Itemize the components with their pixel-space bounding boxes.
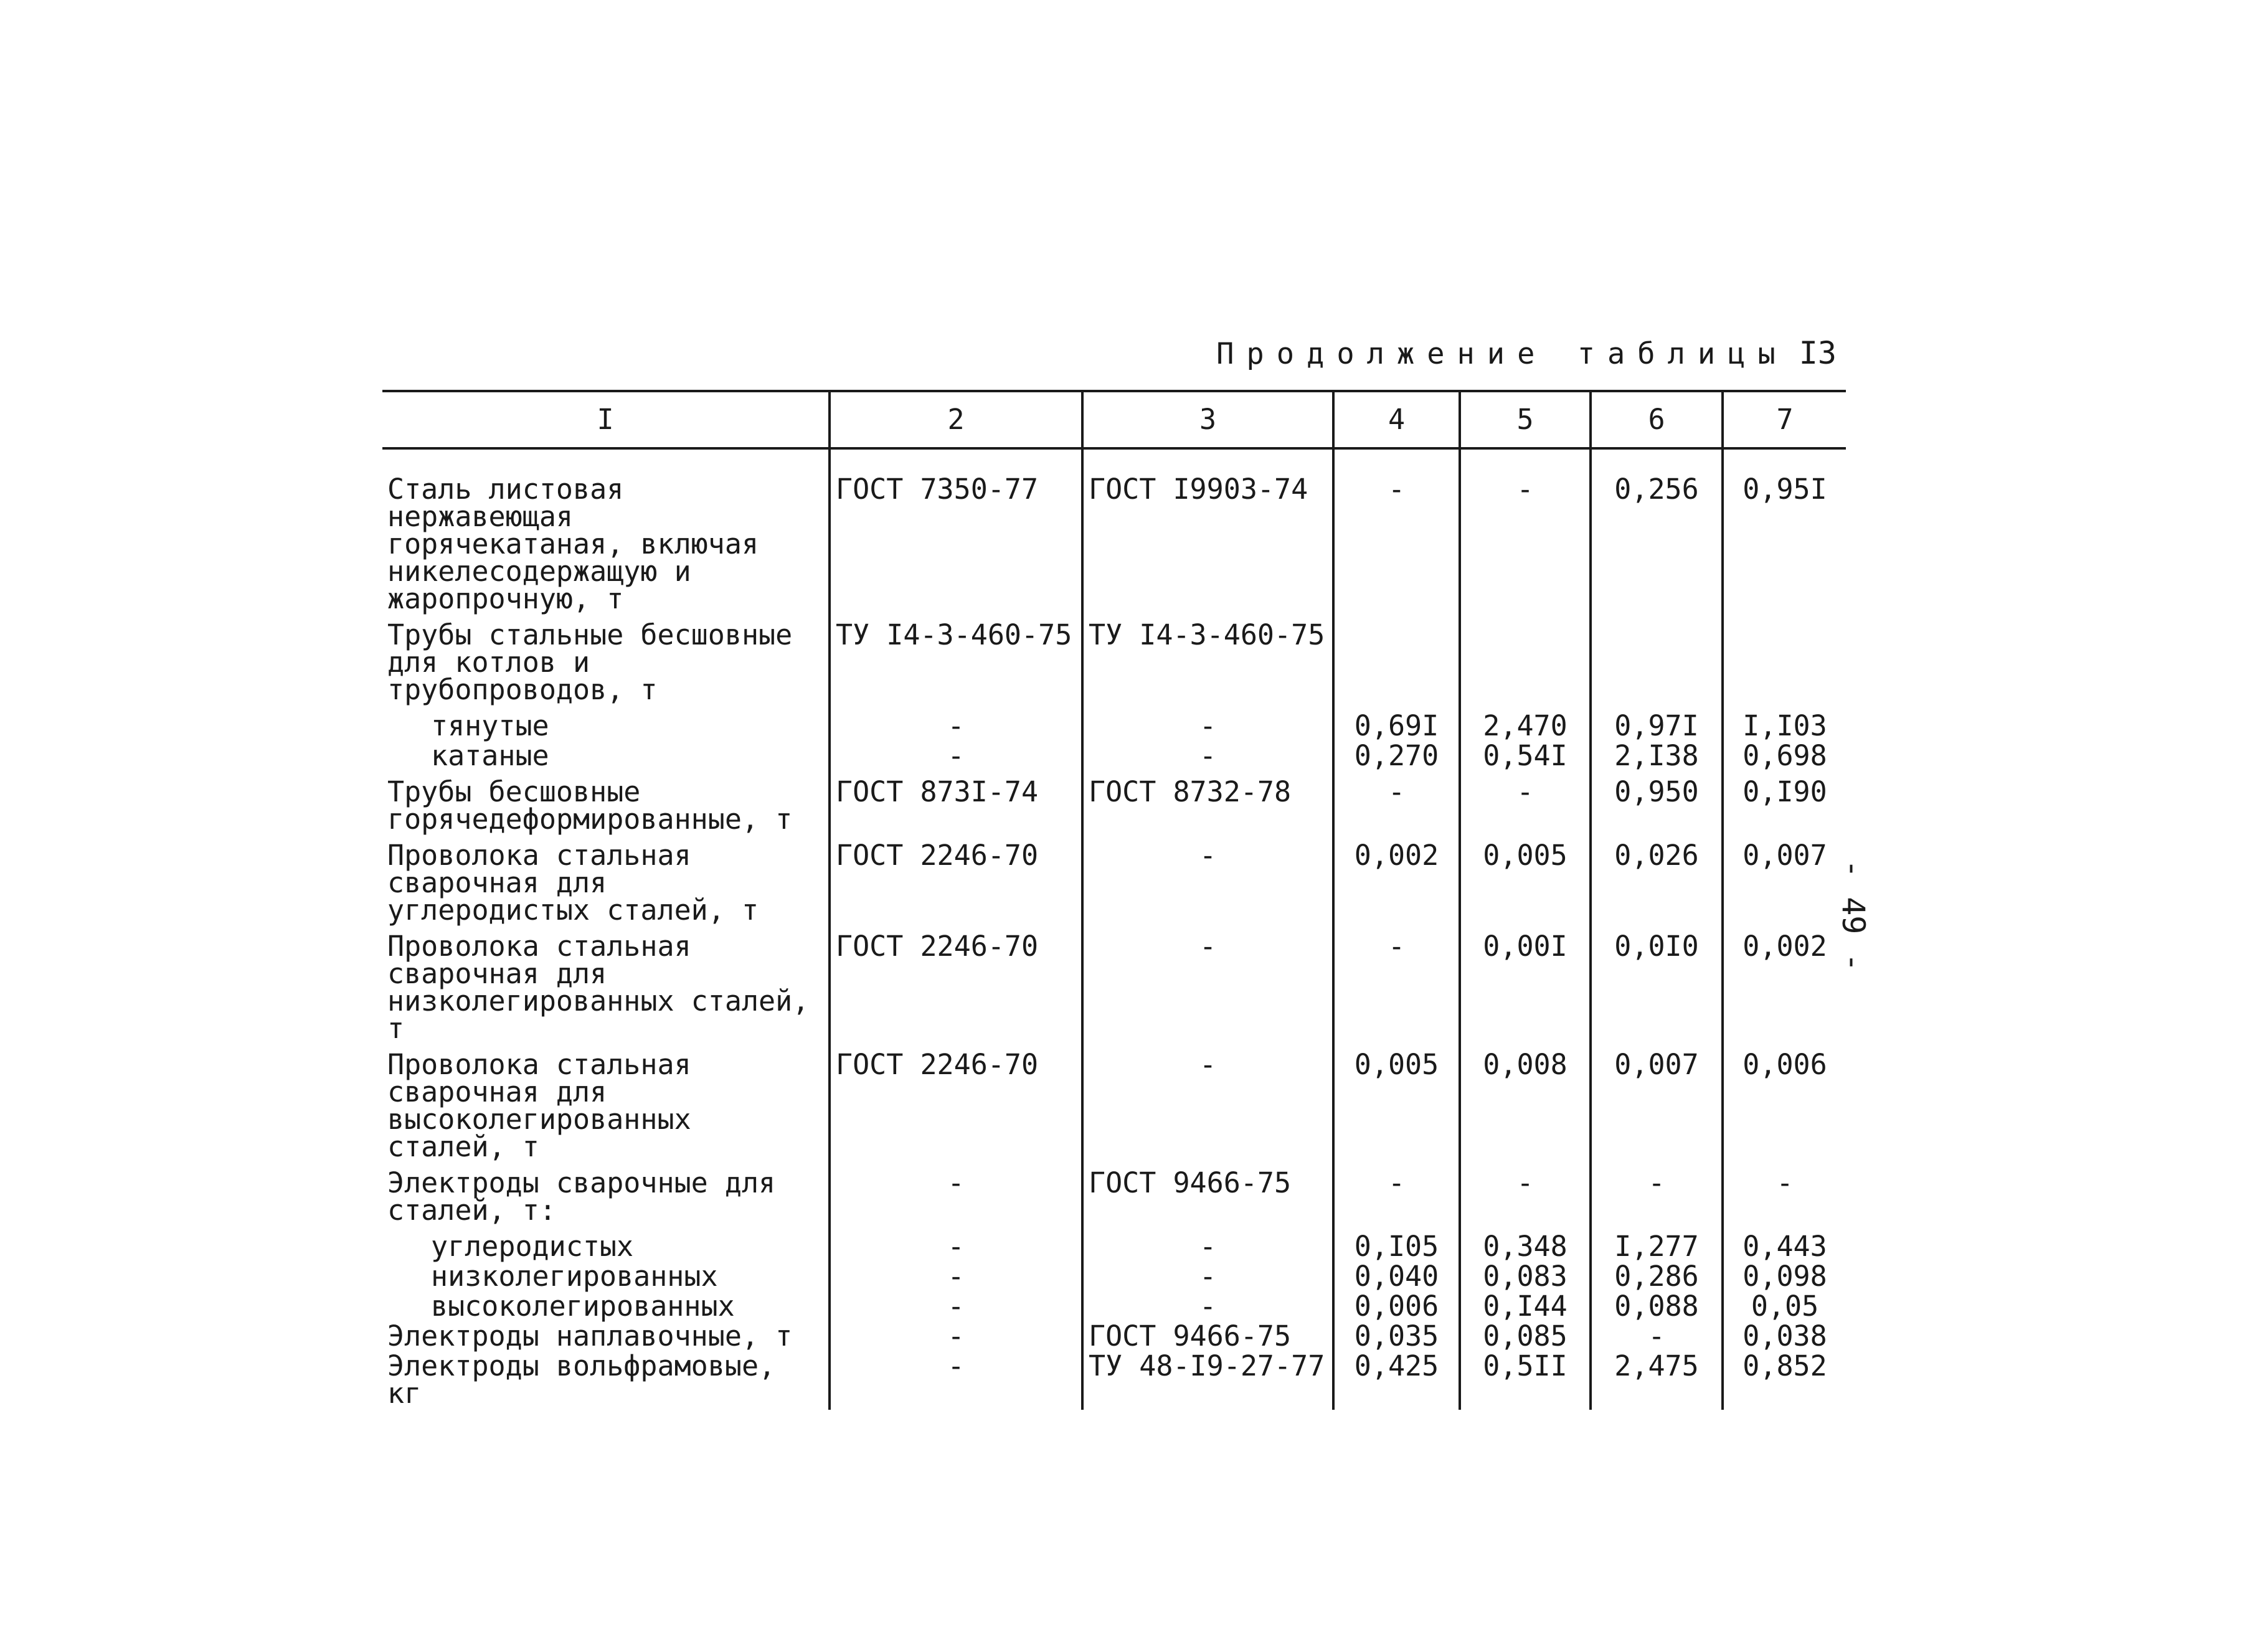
material-name: Трубы бесшовные горячедеформированные, т [387,775,793,836]
standard-col-3: - [1082,1051,1333,1169]
value-col-7: - [1723,1169,1846,1233]
table-row [382,1169,1846,1233]
standard-col-3: - [1082,1293,1333,1323]
standard-col-3: - [1082,1233,1333,1263]
value-col-6: 2,I38 [1591,742,1723,778]
material-name: Проволока стальная сварочная для высоколегированных сталей, т [387,1048,691,1163]
material-name: Проволока стальная сварочная для углеродистых сталей, т [387,839,759,927]
value-col-4 [1333,621,1460,712]
value-col-6: - [1591,1169,1723,1233]
table-row [382,1263,1846,1293]
table-caption-number: I3 [1799,335,1837,371]
value-col-7: 0,05 [1723,1293,1846,1323]
standard-col-3: ТУ I4-3-460-75 [1082,621,1333,712]
value-col-4: - [1333,778,1460,842]
material-name: низколегированных [431,1260,718,1293]
value-col-7: 0,852 [1723,1352,1846,1410]
standard-col-3: - [1082,933,1333,1051]
value-col-7: 0,95I [1723,448,1846,621]
standard-col-2: - [830,1263,1082,1293]
table-row [382,1233,1846,1263]
value-col-5: 0,54I [1460,742,1591,778]
standard-col-3: ГОСТ 9466-75 [1082,1323,1333,1352]
header-col-3: 3 [1082,391,1333,448]
table-row [382,933,1846,1051]
value-col-4: 0,040 [1333,1263,1460,1293]
value-col-5: - [1460,778,1591,842]
material-name: Сталь листовая нержавеющая горячекатаная, включая никелесодержащую и жаропрочную, т [387,473,759,615]
standard-col-2: - [830,1293,1082,1323]
table-row [382,1051,1846,1169]
table-row [382,621,1846,712]
standard-col-2: ТУ I4-3-460-75 [830,621,1082,712]
standard-col-2: - [830,742,1082,778]
value-col-6 [1591,621,1723,712]
value-col-4: 0,002 [1333,842,1460,933]
table-row [382,778,1846,842]
material-name: Электроды наплавочные, т [387,1319,793,1352]
material-name: Трубы стальные бесшовные для котлов и трубопроводов, т [387,618,793,706]
table-row [382,1323,1846,1352]
value-col-6: 0,950 [1591,778,1723,842]
standard-col-3: - [1082,842,1333,933]
value-col-7: 0,098 [1723,1263,1846,1293]
standard-col-3: ГОСТ I9903-74 [1082,448,1333,621]
value-col-4: 0,006 [1333,1293,1460,1323]
value-col-4: 0,425 [1333,1352,1460,1410]
header-col-2: 2 [830,391,1082,448]
standard-col-2: ГОСТ 2246-70 [830,933,1082,1051]
value-col-5: 2,470 [1460,712,1591,742]
value-col-6: 2,475 [1591,1352,1723,1410]
value-col-5: 0,348 [1460,1233,1591,1263]
value-col-5: 0,I44 [1460,1293,1591,1323]
standard-col-2: ГОСТ 873I-74 [830,778,1082,842]
table-row [382,842,1846,933]
value-col-4: - [1333,1169,1460,1233]
header-col-5: 5 [1460,391,1591,448]
material-name: высоколегированных [431,1290,735,1323]
material-name: Проволока стальная сварочная для низколегированных сталей, т [387,930,810,1045]
material-name: Электроды вольфрамовые, кг [387,1349,776,1410]
materials-table [382,390,1846,1410]
value-col-6: 0,026 [1591,842,1723,933]
page-number: - 49 - [1835,859,1871,972]
value-col-4: 0,69I [1333,712,1460,742]
standard-col-2: - [830,712,1082,742]
table-row [382,1293,1846,1323]
value-col-6: 0,088 [1591,1293,1723,1323]
value-col-5 [1460,621,1591,712]
value-col-4: 0,270 [1333,742,1460,778]
value-col-5: 0,005 [1460,842,1591,933]
header-col-1: I [382,391,830,448]
table-row [382,742,1846,778]
value-col-5: 0,5II [1460,1352,1591,1410]
table-row [382,712,1846,742]
table-caption [1216,335,1837,371]
value-col-5: 0,085 [1460,1323,1591,1352]
value-col-4: 0,I05 [1333,1233,1460,1263]
standard-col-2: - [830,1352,1082,1410]
value-col-7: I,I03 [1723,712,1846,742]
value-col-4: 0,005 [1333,1051,1460,1169]
value-col-6: 0,0I0 [1591,933,1723,1051]
value-col-4: - [1333,933,1460,1051]
value-col-5: - [1460,1169,1591,1233]
table-header-row [382,391,1846,448]
material-name: тянутые [431,709,549,742]
standard-col-2: - [830,1233,1082,1263]
value-col-7: 0,I90 [1723,778,1846,842]
value-col-5: - [1460,448,1591,621]
material-name: Электроды сварочные для сталей, т: [387,1166,776,1227]
value-col-5: 0,083 [1460,1263,1591,1293]
standard-col-3: - [1082,1263,1333,1293]
table-row [382,1352,1846,1410]
standard-col-3: ГОСТ 9466-75 [1082,1169,1333,1233]
standard-col-2: ГОСТ 2246-70 [830,842,1082,933]
value-col-7: 0,007 [1723,842,1846,933]
value-col-6: 0,007 [1591,1051,1723,1169]
table-row [382,448,1846,621]
standard-col-2: - [830,1323,1082,1352]
header-col-6: 6 [1591,391,1723,448]
standard-col-3: ТУ 48-I9-27-77 [1082,1352,1333,1410]
material-name: углеродистых [431,1230,634,1263]
value-col-7 [1723,621,1846,712]
value-col-5: 0,00I [1460,933,1591,1051]
standard-col-3: - [1082,712,1333,742]
value-col-7: 0,006 [1723,1051,1846,1169]
standard-col-3: ГОСТ 8732-78 [1082,778,1333,842]
table-caption-label: Продолжение таблицы [1216,337,1788,371]
value-col-6: - [1591,1323,1723,1352]
value-col-7: 0,698 [1723,742,1846,778]
standard-col-2: - [830,1169,1082,1233]
header-col-7: 7 [1723,391,1846,448]
standard-col-2: ГОСТ 7350-77 [830,448,1082,621]
value-col-7: 0,038 [1723,1323,1846,1352]
value-col-4: 0,035 [1333,1323,1460,1352]
header-col-4: 4 [1333,391,1460,448]
value-col-6: 0,286 [1591,1263,1723,1293]
material-name: катаные [431,739,549,772]
value-col-4: - [1333,448,1460,621]
value-col-6: 0,256 [1591,448,1723,621]
standard-col-3: - [1082,742,1333,778]
value-col-7: 0,002 [1723,933,1846,1051]
value-col-6: I,277 [1591,1233,1723,1263]
value-col-6: 0,97I [1591,712,1723,742]
value-col-7: 0,443 [1723,1233,1846,1263]
standard-col-2: ГОСТ 2246-70 [830,1051,1082,1169]
value-col-5: 0,008 [1460,1051,1591,1169]
